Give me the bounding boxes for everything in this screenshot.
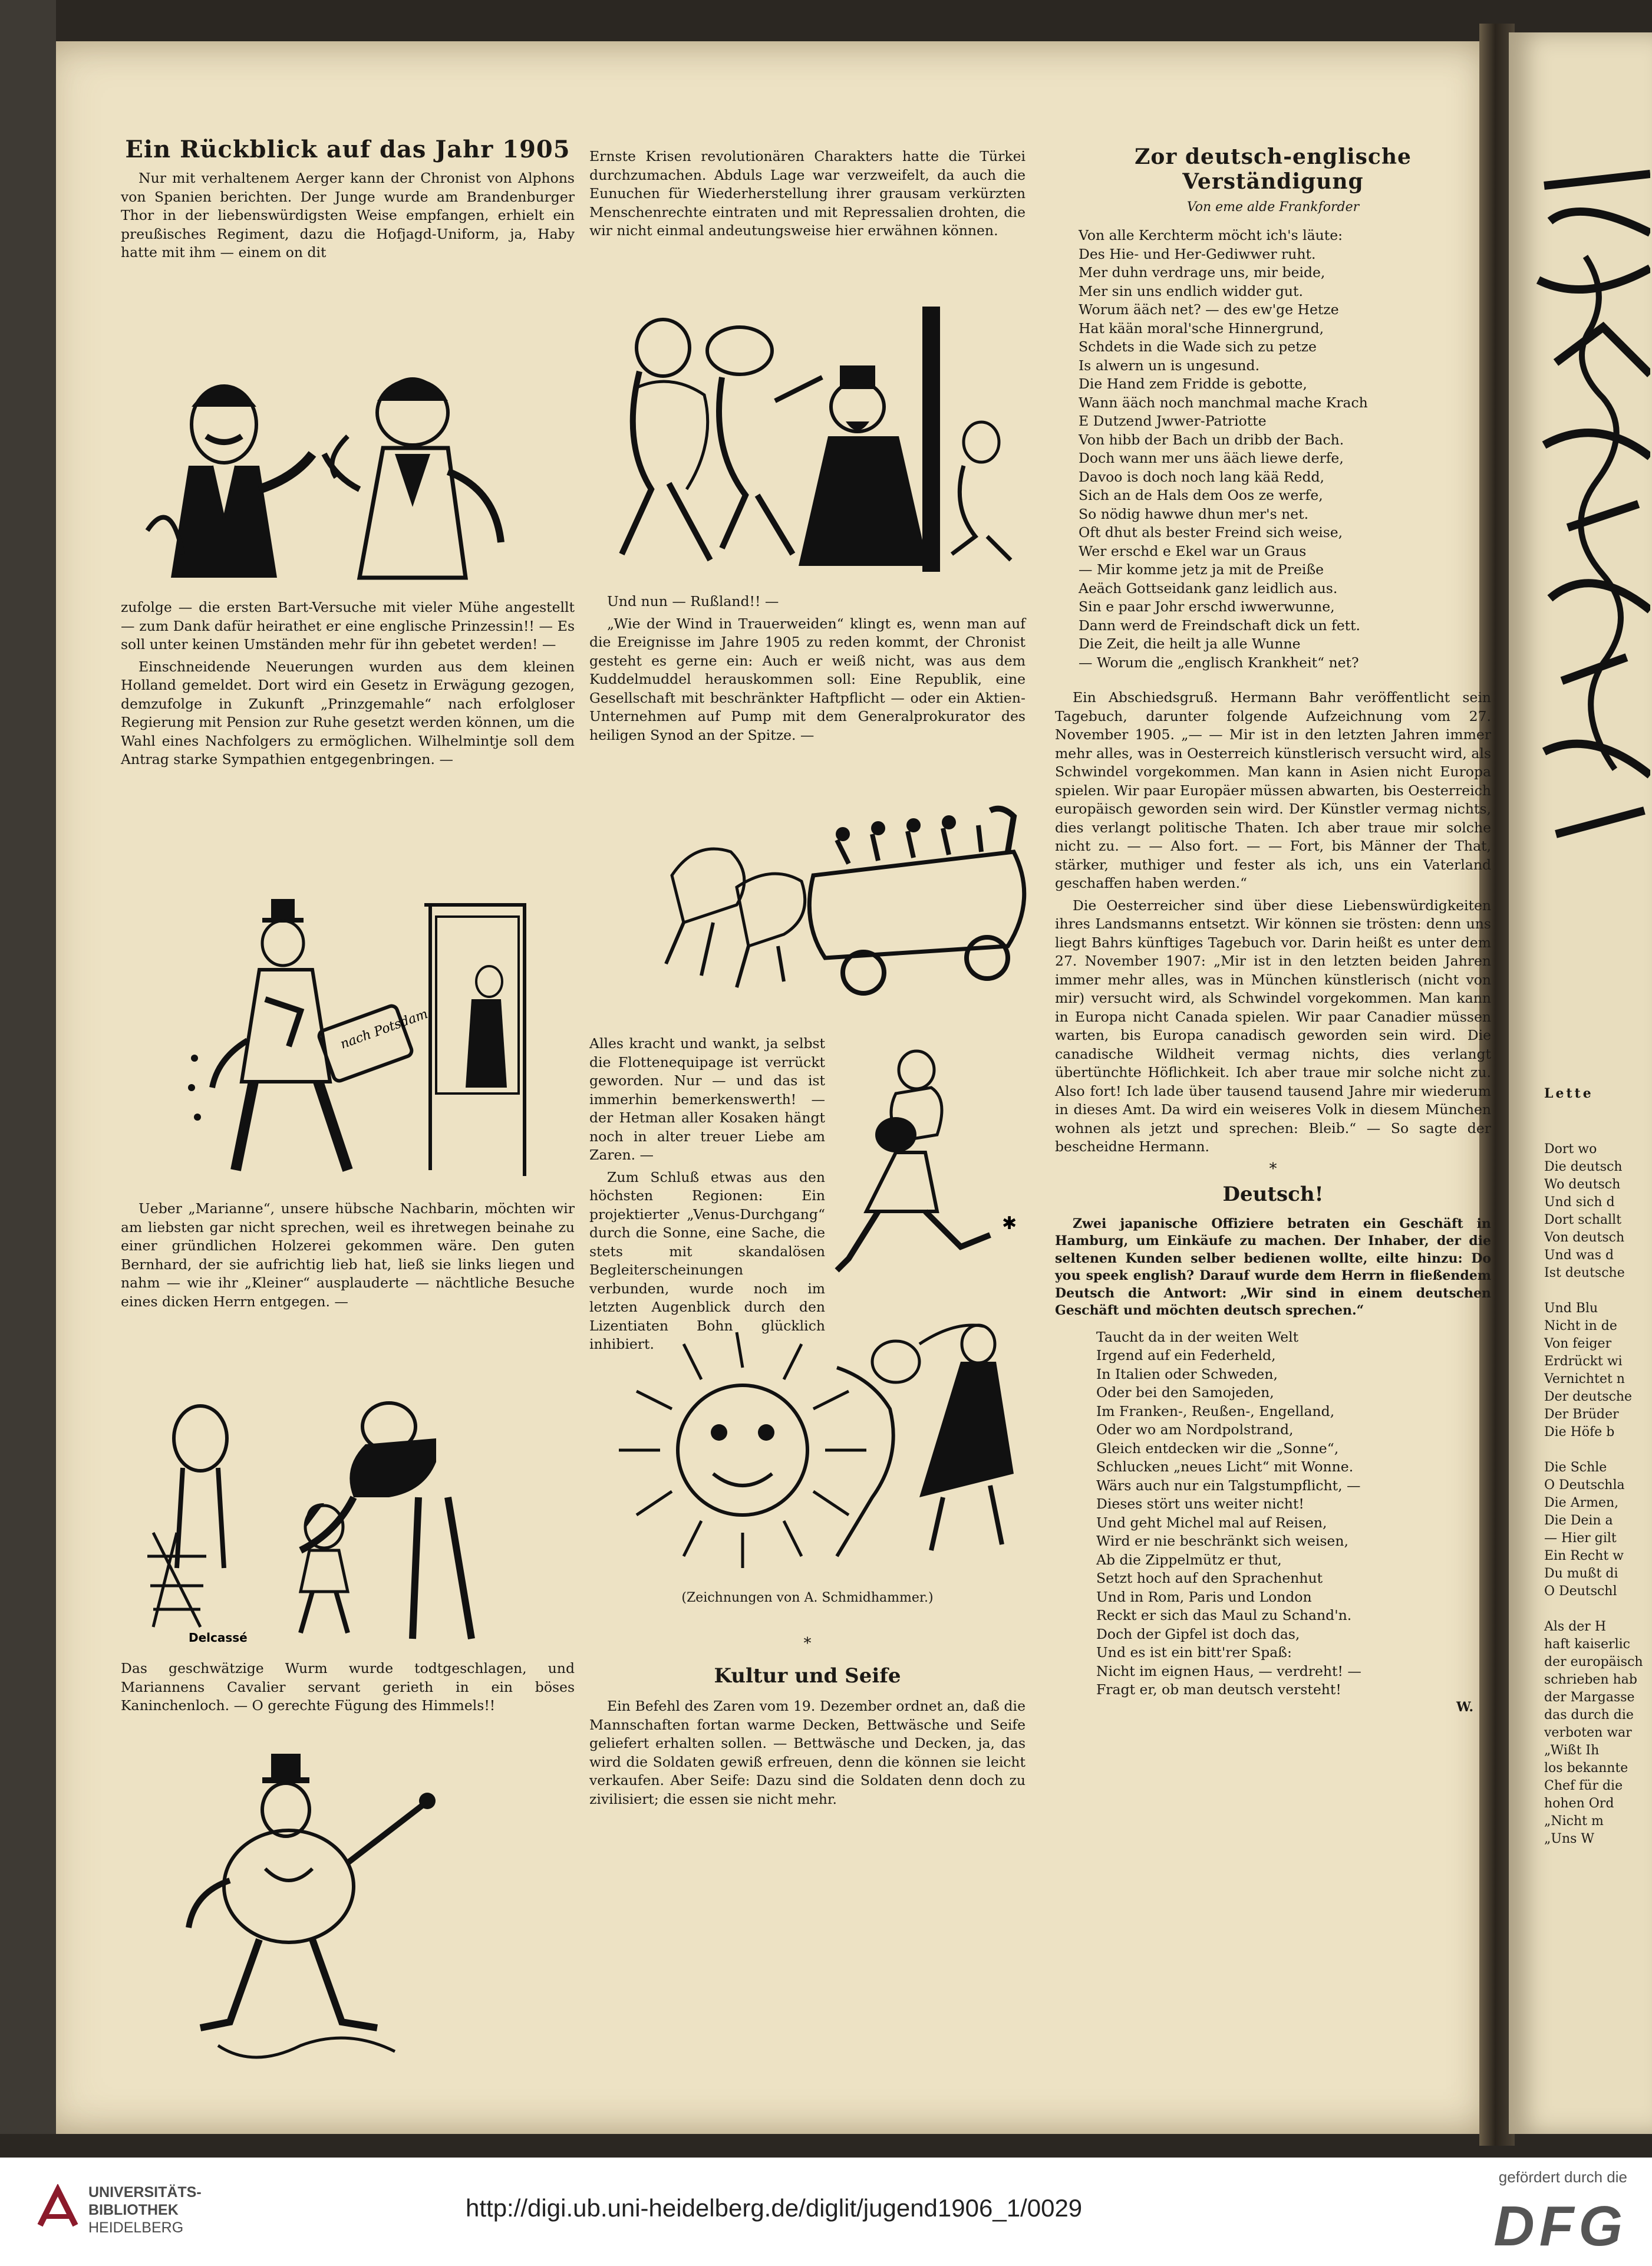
next-page-line: Der Brüder: [1544, 1407, 1619, 1422]
poem-line: E Dutzend Jwwer-Patriotte: [1079, 413, 1267, 429]
paragraph: Ein Befehl des Zaren vom 19. Dezember ordnet an, daß die Mannschaften fortan warme Decken, Bettwäsche und Seife geliefert erhalten sollen. — Bettwäsche und Decken, ja, das wird die Soldaten gewiß erfreuen, denn die können sie leicht verkaufen. Aber Seife: Dazu sind die Soldaten denn doch zu zivilisiert; die essen sie nicht mehr.: [589, 1698, 1026, 1807]
next-page-fragment: [1509, 32, 1652, 2134]
section-star: *: [803, 1635, 812, 1652]
poem-line: Und in Rom, Paris und London: [1096, 1588, 1312, 1605]
next-page-line: „Uns W: [1544, 1832, 1595, 1846]
suitcase-label: nach Potsdam: [338, 1006, 430, 1052]
column-1-continued: [121, 598, 575, 773]
next-page-line: Du mußt di: [1544, 1566, 1618, 1581]
poem-line: Oft dhut als bester Freind sich weise,: [1079, 524, 1343, 541]
next-page-line: der europäisch: [1544, 1655, 1643, 1669]
poem-line: In Italien oder Schweden,: [1096, 1365, 1278, 1382]
next-page-line: Der deutsche: [1544, 1389, 1633, 1404]
next-page-line: Vernichtet n: [1544, 1372, 1625, 1386]
library-line: HEIDELBERG: [88, 2219, 184, 2236]
illustration-potsdam: [171, 893, 536, 1188]
next-page-line: der Margasse: [1544, 1690, 1635, 1705]
poem-line: Im Franken-, Reußen-, Engelland,: [1096, 1402, 1335, 1419]
library-name: [88, 2183, 202, 2237]
poem-line: Aeäch Gottseidank ganz leidlich aus.: [1079, 579, 1338, 597]
paragraph: Zum Schluß etwas aus den höchsten Regionen: Ein projektierter „Venus-Durchgang“ durch die Sonne, eine Sache, die stets mit skandalösen Begleiterscheinungen verbunden, wurde noch im letzten Augenblick durch den Lizentiaten Bohn glücklich inhibiert.: [589, 1168, 825, 1352]
paragraph: Einschneidende Neuerungen wurden aus dem kleinen Holland gemeldet. Dort wird ein Gesetz in Erwägung gezogen, demzufolge in Zukunft „Prinzgemahle“ nach erfolgloser Regierung mit Pension zur Ruhe gesetzt werden können, um die Wahl eines Nachfolgers zu ermöglichen. Wilhelmintje soll dem Antrag starke Sympathien entgegenbringen. —: [121, 658, 575, 768]
poem-line: Worum ääch net? — des ew'ge Hetze: [1079, 301, 1339, 318]
column-2-credit: [589, 1586, 1026, 1812]
article-title-kultur: Kultur und Seife: [714, 1664, 901, 1688]
paragraph: Die Oesterreicher sind über diese Liebenswürdigkeiten ihres Landsmanns entsetzt. Wir können sie trösten: denn uns liegt Bahrs künftiges Tagebuch vor. Darin heißt es unter dem 27. November 1907: „Mir ist in den letzten beiden Jahren immer mehr alles, was in München künstlerisch (nicht von mir) versucht wird, als Schwindel vorgekommen. Man kann in Europa nicht Canada spielen. Wir paar Canadier müssen warten, bis Europa canadisch geworden sein wird. Die canadische Wildheit vermag nichts, dies verlangt übertünchte Höflichkeit. Ich aber traue mir solche nicht zu. Also fort! Ich lade über tausend tausend Jahre mir wiederum in dieses Amt. Da wird ein weiseres Volk in diesem München wohnen als jetzt und sprechen: Bleib.“ — So sagte der bescheidne Hermann.: [1055, 897, 1491, 1155]
next-page-line: Von deutsch: [1544, 1230, 1625, 1245]
poem-line: Fragt er, ob man deutsch versteht!: [1096, 1681, 1341, 1698]
poem-line: Ab die Zippelmütz er thut,: [1096, 1551, 1282, 1568]
next-page-line: „Wißt Ih: [1544, 1743, 1600, 1758]
next-page-line: schrieben hab: [1544, 1672, 1637, 1687]
illustration-credit: (Zeichnungen von A. Schmidhammer.): [681, 1590, 934, 1605]
poem-line: Setzt hoch auf den Sprachenhut: [1096, 1570, 1323, 1586]
column-3: [1055, 144, 1491, 1715]
paragraph: Das geschwätzige Wurm wurde todtgeschlagen, und Mariannens Cavalier servant gerieth in ein böses Kaninchenloch. — O gerechte Fügung des Himmels!!: [121, 1660, 575, 1714]
poem-line: Davoo is doch noch lang kää Redd,: [1079, 468, 1325, 485]
paragraph: Nur mit verhaltenem Aerger kann der Chronist von Alphons von Spanien berichten. Der Junge wurde am Brandenburger Thor in der liebenswürdigsten Weise empfangen, erhielt ein preußisches Regiment, dazu die Hofjagd-Uniform, ja, Haby hatte mit ihm — einem on dit: [121, 170, 575, 261]
next-page-line: Ist deutsche: [1544, 1266, 1625, 1280]
next-page-line: los bekannte: [1544, 1761, 1628, 1776]
paragraph: Alles kracht und wankt, ja selbst die Flottenequipage ist verrückt geworden. Nur — und das ist immerhin bemerkenswerth! — der Hetman aller Kosaken hängt noch in alter treuer Liebe am Zaren. —: [589, 1035, 825, 1163]
section-star: *: [1269, 1160, 1277, 1178]
poem-line: Die Hand zem Fridde is gebotte,: [1079, 376, 1307, 392]
funding-note: gefördert durch die: [1498, 2168, 1627, 2186]
next-page-line: hohen Ord: [1544, 1796, 1614, 1811]
poem-deutsch: [1055, 1328, 1491, 1700]
poem-verstaendigung: [1055, 226, 1491, 672]
next-page-line: Die deutsch: [1544, 1160, 1623, 1174]
poem-line: — Worum die „englisch Krankheit“ net?: [1079, 654, 1359, 671]
poem-line: Von alle Kerchterm möcht ich's läute:: [1079, 227, 1343, 243]
svg-text:✱: ✱: [1002, 1213, 1017, 1234]
poem-line: Des Hie- und Her-Gediwwer ruht.: [1079, 245, 1316, 262]
paragraph: Zwei japanische Offiziere betraten ein Geschäft in Hamburg, um Einkäufe zu machen. Der Inhaber, der die seltenen Kunden selber bedienen wollte, eilte hinzu: Do you speek english? Darauf wurde dem Herrn in fließendem Deutsch die Antwort: „Wir sind in einem deutschen Geschäft und möchten deutsch sprechen.“: [1055, 1216, 1491, 1318]
illustration-hetman: [831, 1035, 1026, 1282]
article-title-deutsch: Deutsch!: [1222, 1182, 1324, 1206]
poem-line: Oder wo am Nordpolstrand,: [1096, 1421, 1294, 1438]
illustration-signature: Delcassé: [189, 1631, 248, 1645]
library-logo-icon: [34, 2184, 81, 2231]
paragraph: Und nun — Rußland!! —: [607, 593, 779, 610]
poem-line: Dieses stört uns weiter nicht!: [1096, 1496, 1304, 1512]
column-1: [121, 136, 575, 266]
author-signature: W.: [1456, 1699, 1473, 1715]
next-page-line: verboten war: [1544, 1725, 1632, 1740]
next-page-line: Chef für die: [1544, 1778, 1623, 1793]
dfg-logo: DFG: [1493, 2195, 1627, 2258]
illustration-fleet: [660, 805, 1037, 999]
column-1-end: [121, 1659, 575, 1719]
illustration-alphons: [136, 354, 542, 584]
column-2: [589, 147, 1026, 244]
column-1-marianne: [121, 1200, 575, 1315]
article-subtitle: Von eme alde Frankforder: [1186, 200, 1360, 215]
poem-line: Dann werd de Freindschaft dick un fett.: [1079, 617, 1361, 634]
next-page-line: Als der H: [1544, 1619, 1607, 1634]
paragraph: Ernste Krisen revolutionären Charakters hatte die Türkei durchzumachen. Abduls Lage war verzweifelt, da auch die Eunuchen für Wiederherstellung ihrer grausam verkürzten Menschenrechte eintraten und mit Repressalien drohten, die wir nicht einmal andeutungsweise hier erwähnen können.: [589, 148, 1026, 239]
left-book-edge: [0, 0, 56, 2134]
poem-line: Mer sin uns endlich widder gut.: [1079, 282, 1303, 299]
poem-line: Wird er nie beschränkt sich weisen,: [1096, 1533, 1348, 1549]
poem-line: Wann ääch noch manchmal mache Krach: [1079, 394, 1368, 411]
next-page-line: Nicht in de: [1544, 1319, 1617, 1333]
illustration-turkey: [598, 307, 1017, 578]
poem-line: Die Zeit, die heilt ja alle Wunne: [1079, 635, 1301, 652]
next-page-line: Dort wo: [1544, 1142, 1597, 1157]
poem-line: Doch wann mer uns ääch liewe derfe,: [1079, 450, 1344, 466]
next-page-line: Die Höfe b: [1544, 1425, 1615, 1440]
poem-line: Doch der Gipfel ist doch das,: [1096, 1625, 1300, 1642]
next-page-illustration: [1532, 150, 1650, 1035]
library-line: BIBLIOTHEK: [88, 2202, 179, 2218]
next-page-line: Von feiger: [1544, 1336, 1612, 1351]
poem-line: Sin e paar Johr erschd iwwerwunne,: [1079, 598, 1335, 615]
article-title-verstaendigung: Zor deutsch-englische Verständigung: [1135, 144, 1412, 194]
next-page-line: Ein Recht w: [1544, 1549, 1624, 1563]
poem-line: Reckt er sich das Maul zu Schand'n.: [1096, 1607, 1352, 1623]
next-page-line: — Hier gilt: [1544, 1531, 1617, 1546]
poem-line: Sich an de Hals dem Oos ze werfe,: [1079, 487, 1323, 503]
next-page-line: Die Armen,: [1544, 1496, 1619, 1510]
poem-line: — Mir komme jetz ja mit de Preiße: [1079, 561, 1324, 578]
next-page-line: das durch die: [1544, 1708, 1634, 1722]
source-url[interactable]: http://digi.ub.uni-heidelberg.de/diglit/jugend1906_1/0029: [466, 2194, 1083, 2222]
poem-line: Und geht Michel mal auf Reisen,: [1096, 1514, 1327, 1531]
next-page-line: Und was d: [1544, 1248, 1614, 1263]
paragraph: „Wie der Wind in Trauerweiden“ klingt es, wenn man auf die Ereignisse im Jahre 1905 zu reden kommt, der Chronist gesteht es gerne ein: Auch er weiß nicht, was aus dem Kuddelmuddel herauskommen soll: Eine Republik, eine Gesellschaft mit beschränkter Haftpflicht — oder ein Aktien-Unternehmen auf Pump mit dem Generalprokurator des heiligen Synod an der Spitze. —: [589, 615, 1026, 743]
next-page-line: haft kaiserlic: [1544, 1637, 1630, 1652]
poem-line: Und es ist ein bitt'rer Spaß:: [1096, 1644, 1292, 1661]
poem-line: Irgend auf ein Federheld,: [1096, 1347, 1276, 1363]
next-page-line: Und Blu: [1544, 1301, 1598, 1316]
next-page-line: Und sich d: [1544, 1195, 1615, 1210]
poem-line: Is alwern un is ungesund.: [1079, 357, 1260, 374]
illustration-venus-sun: [589, 1297, 1031, 1574]
poem-line: Oder bei den Samojeden,: [1096, 1384, 1274, 1401]
footer-bar: [0, 2158, 1652, 2266]
library-line: UNIVERSITÄTS-: [88, 2184, 202, 2201]
poem-line: Wärs auch nur ein Talgstumpflicht, —: [1096, 1477, 1361, 1494]
poem-line: Nicht im eignen Haus, — verdreht! —: [1096, 1662, 1361, 1679]
poem-line: Schlucken „neues Licht“ mit Wonne.: [1096, 1458, 1354, 1475]
article-title-rueckblick: Ein Rückblick auf das Jahr 1905: [125, 136, 571, 163]
illustration-dancer: [177, 1751, 454, 2081]
paragraph: zufolge — die ersten Bart-Versuche mit vieler Mühe angestellt — zum Dank dafür heirathet er eine englische Prinzessin!! — Es soll unter keinen Umständen mehr für ihn gebetet werden! —: [121, 599, 575, 653]
paragraph: Ueber „Marianne“, unsere hübsche Nachbarin, möchten wir am liebsten gar nicht sprechen, weil es ihretwegen beinahe zu einer gründlichen Holzerei gekommen wäre. Den guten Bernhard, der sie aufrichtig lieb hat, ließ sie links liegen und nahm — wie ihr „Kleiner“ ausplauderte — nächtliche Besuche eines dicken Herrn entgegen. —: [121, 1200, 575, 1310]
poem-line: Taucht da in der weiten Welt: [1096, 1328, 1299, 1345]
next-page-line: Die Schle: [1544, 1460, 1607, 1475]
next-page-label: Lette: [1544, 1086, 1594, 1101]
poem-line: Schdets in die Wade sich zu petze: [1079, 338, 1317, 355]
next-page-line: Wo deutsch: [1544, 1177, 1621, 1192]
poem-line: Mer duhn verdrage uns, mir beide,: [1079, 264, 1325, 281]
column-2-russland: [589, 592, 1026, 748]
poem-line: Hat kään moral'sche Hinnergrund,: [1079, 320, 1324, 337]
illustration-delcasse: [141, 1391, 542, 1651]
paragraph: Ein Abschiedsgruß. Hermann Bahr veröffentlicht sein Tagebuch, darunter folgende Aufzeichnung vom 27. November 1905. „— — Mir ist in den letzten Jahren immer mehr alles, was in Oesterreich künstlerisch versucht wird, als Schwindel vorgekommen. Man kann in Asien nicht Europa spielen. Wir paar Europäer müssen abwarten, bis Oesterreich europäisch geworden sein wird. Der Künstler vermag nichts, dies verlangt politische Thaten. Ich aber traue mir solche nicht zu. — — Also fort. — — Fort, bis Männer der That, stärker, muthiger und fester als ich, uns ein Vaterland geschaffen haben werden.“: [1055, 689, 1491, 891]
next-page-line: Erdrückt wi: [1544, 1354, 1623, 1369]
next-page-line: Dort schallt: [1544, 1213, 1622, 1227]
next-page-line: O Deutschla: [1544, 1478, 1625, 1493]
poem-line: Wer erschd e Ekel war un Graus: [1079, 542, 1307, 559]
next-page-line: Die Dein a: [1544, 1513, 1613, 1528]
poem-line: So nödig hawwe dhun mer's net.: [1079, 505, 1309, 522]
next-page-line: O Deutschl: [1544, 1584, 1617, 1599]
poem-line: Gleich entdecken wir die „Sonne“,: [1096, 1440, 1339, 1457]
poem-line: Von hibb der Bach un dribb der Bach.: [1079, 431, 1344, 448]
next-page-line: „Nicht m: [1544, 1814, 1604, 1829]
